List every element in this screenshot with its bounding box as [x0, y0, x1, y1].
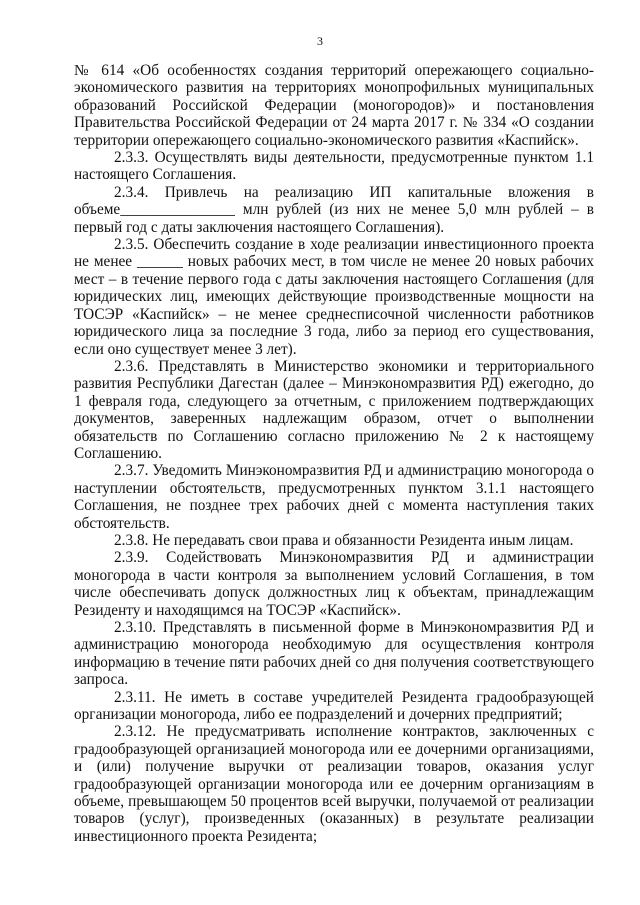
paragraph: 2.3.6. Представлять в Министерство экономики и территориального развития Республики Дагестан (далее – Минэкономразвития РД) ежегодно, до 1 февраля года, следующего за отчетным, с приложением подтверждающих документов, заверенных надлежащим образом, отчет о выполнении обязательств по Соглашению согласно приложению № 2 к настоящему Соглашению.: [74, 357, 594, 462]
paragraph: № 614 «Об особенностях создания территорий опережающего социально-экономического развития на территориях монопрофильных муниципальных образований Российской Федерации (моногородов)» и постановления Правительства Российской Федерации от 24 марта 2017 г. № 334 «О создании территории опережающего социально-экономического развития «Каспийск».: [74, 62, 594, 149]
paragraph: 2.3.10. Представлять в письменной форме в Минэкономразвития РД и администрацию моногорода необходимую для осуществления контроля информацию в течение пяти рабочих дней со дня получения соответствующего запроса.: [74, 619, 594, 689]
paragraph: 2.3.8. Не передавать свои права и обязанности Резидента иным лицам.: [114, 531, 574, 549]
paragraph: 2.3.11. Не иметь в составе учредителей Резидента градообразующей организации моногорода, либо ее подразделений и дочерних предприятий;: [74, 688, 594, 724]
paragraph: 2.3.9. Содействовать Минэкономразвития РД и администрации моногорода в части контроля за выполнением условий Соглашения, в том числе обеспечивать допуск должностных лиц к объектам, принадлежащим Резиденту и находящимся на ТОСЭР «Каспийск».: [74, 549, 594, 619]
page-number: 3: [317, 34, 323, 48]
paragraph: 2.3.4. Привлечь на реализацию ИП капитальные вложения в объеме_______________ млн рублей (из них не менее 5,0 млн рублей – в первый год с даты заключения настоящего Соглашения).: [74, 183, 594, 236]
paragraph: 2.3.5. Обеспечить создание в ходе реализации инвестиционного проекта не менее ______ новых рабочих мест, в том числе не менее 20 новых рабочих мест – в течение первого года с даты заключения настоящего Соглашения (для юридических лиц, имеющих действующие производственные мощности на ТОСЭР «Каспийск» – не менее среднесписочной численности работников юридического лица за последние 3 года, либо за период его существования, если оно существует менее 3 лет).: [74, 236, 594, 358]
paragraph: 2.3.7. Уведомить Минэкономразвития РД и администрацию моногорода о наступлении обстоятельств, предусмотренных пунктом 3.1.1 настоящего Соглашения, не позднее трех рабочих дней с момента наступления таких обстоятельств.: [74, 462, 594, 532]
document-body: [74, 62, 594, 845]
paragraph: 2.3.12. Не предусматривать исполнение контрактов, заключенных с градообразующей организацией моногорода или ее дочерними организациями, и (или) получение выручки от реализации товаров, оказания услуг градообразующей организации моногорода или ее дочерним организациям в объеме, превышающем 50 процентов всей выручки, получаемой от реализации товаров (услуг), произведенных (оказанных) в результате реализации инвестиционного проекта Резидента;: [74, 723, 594, 845]
paragraph: 2.3.3. Осуществлять виды деятельности, предусмотренные пунктом 1.1 настоящего Соглашения.: [74, 149, 594, 184]
